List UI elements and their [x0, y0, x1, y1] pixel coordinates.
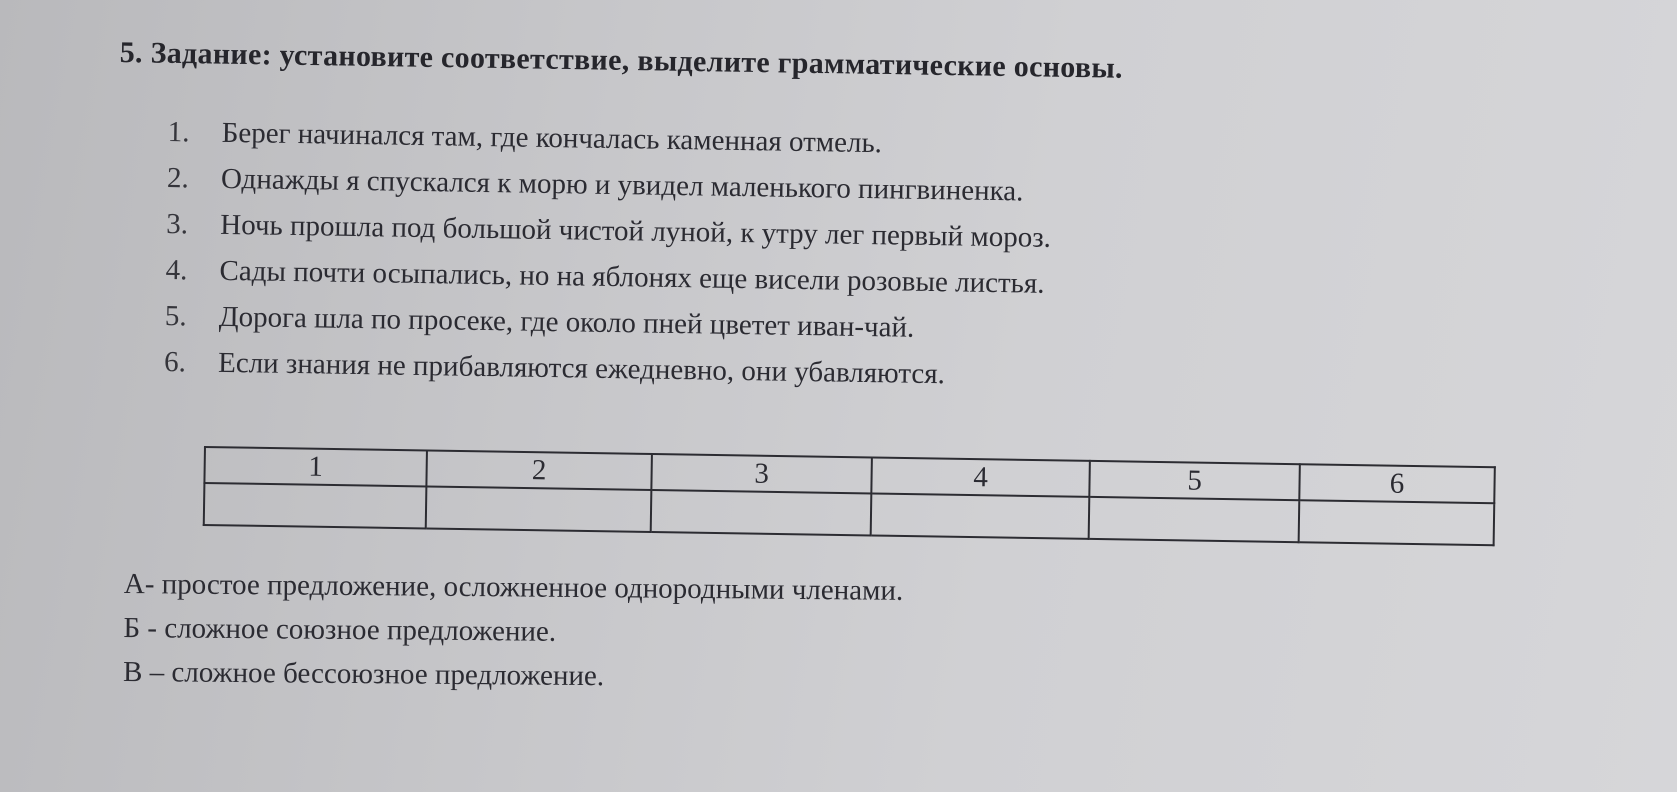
sentence-number: 5.	[164, 299, 187, 333]
option-a: А- простое предложение, осложненное однородными членами.	[123, 568, 904, 607]
answer-table-header-cell: 5	[1089, 461, 1300, 500]
sentence-number: 4.	[165, 253, 188, 287]
sentence-list	[164, 116, 1053, 406]
sentence-number: 1.	[167, 116, 190, 149]
answer-cell[interactable]	[1089, 497, 1300, 542]
sentence-number: 2.	[166, 161, 190, 195]
option-b: Б - сложное союзное предложение.	[123, 611, 557, 648]
answer-table-header-cell: 6	[1299, 464, 1495, 503]
sentence-text: Ночь прошла под большой чистой луной, к утру лег первый мороз.	[220, 208, 1052, 254]
sentence-text: Если знания не прибавляются ежедневно, они убавляются.	[217, 346, 946, 391]
answer-cell[interactable]	[651, 490, 872, 535]
sentence-text: Дорога шла по просеке, где около пней цветет иван-чай.	[218, 300, 915, 344]
sentence-number: 6.	[163, 345, 187, 379]
sentence-text: Берег начинался там, где кончалась каменная отмель.	[221, 116, 883, 160]
answer-cell[interactable]	[1299, 500, 1495, 545]
answer-table-header-cell: 2	[426, 451, 652, 491]
answer-table-header-cell: 3	[651, 454, 872, 493]
answer-table-header-cell: 4	[871, 457, 1090, 496]
answer-table	[203, 446, 1496, 546]
sentence-number: 3.	[166, 207, 189, 241]
option-c: В – сложное бессоюзное предложение.	[122, 655, 605, 693]
answer-cell[interactable]	[426, 486, 652, 532]
answer-cell[interactable]	[204, 483, 427, 528]
answer-options	[123, 568, 904, 707]
answer-table-header-cell: 1	[204, 447, 427, 486]
answer-cell[interactable]	[871, 493, 1090, 538]
task-title: 5. Задание: установите соответствие, выделите грамматические основы.	[119, 36, 1124, 85]
sentence-text: Сады почти осыпались, но на яблонях еще висели розовые листья.	[219, 254, 1045, 300]
sentence-text: Однажды я спускался к морю и увидел маленького пингвиненка.	[220, 162, 1024, 208]
